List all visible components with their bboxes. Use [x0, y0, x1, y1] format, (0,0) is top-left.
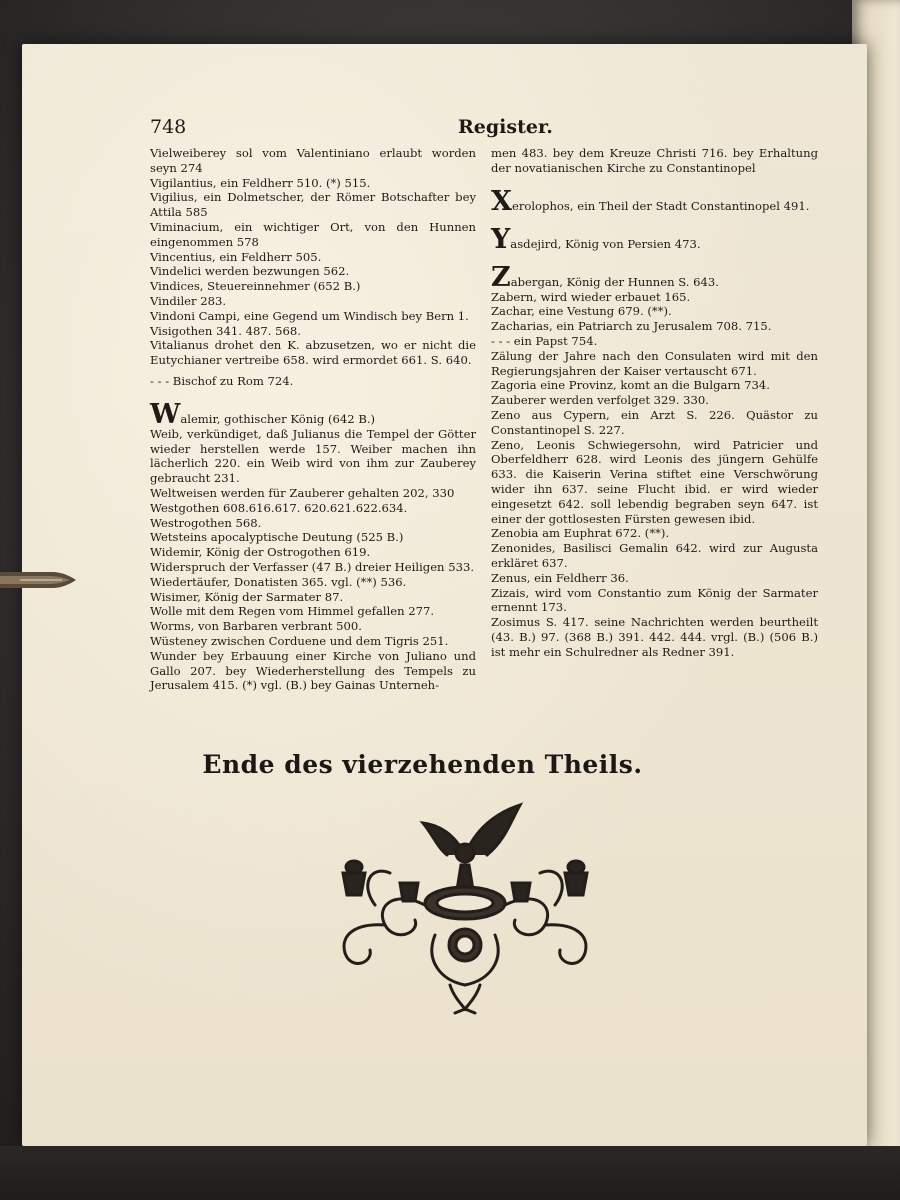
entry-text: abergan, König der Hunnen S. 643.	[510, 274, 719, 289]
entry-text: Zosimus S. 417. seine Nachrichten werden beurtheilt (43. B.) 97. (368 B.) 391. 442. 444. vrgl. (B.) (506 B.) ist mehr ein Schulredner als Redner 391.	[491, 615, 818, 659]
index-entry	[491, 319, 818, 334]
index-entry	[150, 427, 476, 486]
index-entry	[150, 324, 476, 339]
entry-text: Vincentius, ein Feldherr 505.	[150, 249, 322, 264]
entry-text: Zizais, wird vom Constantio zum König der Sarmater ernennt 173.	[491, 585, 818, 615]
index-entry	[491, 586, 818, 616]
entry-text: Vielweiberey sol vom Valentiniano erlaubt worden seyn 274	[150, 146, 476, 175]
entry-text: Vindelici werden bezwungen 562.	[150, 264, 350, 279]
entry-text: Widerspruch der Verfasser (47 B.) dreier Heiligen 533.	[150, 559, 475, 574]
index-entry	[491, 615, 818, 659]
entry-text: Wunder bey Erbauung einer Kirche von Juliano und Gallo 207. bey Wiederherstellung des Tempels zu Jerusalem 415. (*) vgl. (B.) bey Gainas Unterneh-	[150, 648, 476, 693]
bookmark-tab	[0, 562, 80, 598]
index-entry	[491, 408, 818, 438]
index-column-left	[150, 146, 476, 693]
entry-text: Zenonides, Basilisci Gemalin 642. wird zur Augusta erkläret 637.	[491, 541, 818, 570]
section-initial: Y	[491, 223, 511, 255]
index-entry	[150, 545, 476, 560]
index-entry	[150, 374, 476, 389]
entry-text: Wiedertäufer, Donatisten 365. vgl. (**) 536.	[150, 574, 407, 589]
entry-text: Vitalianus drohet den K. abzusetzen, wo er nicht die Eutychianer vertreibe 658. wird ermordet 661. S. 640.	[150, 338, 476, 368]
entry-text: Widemir, König der Ostrogothen 619.	[150, 545, 371, 560]
entry-text: Weib, verkündiget, daß Julianus die Tempel der Götter wieder herstellen werde 157. Weiber machen ihn lächerlich 220. ein Weib wird von ihm zur Zauberey gebraucht 231.	[150, 426, 476, 486]
entry-text: Zabern, wird wieder erbauet 165.	[491, 289, 691, 304]
entry-text: Zagoria eine Provinz, komt an die Bulgarn 734.	[491, 378, 770, 393]
entry-text: Worms, von Barbaren verbrant 500.	[150, 619, 362, 634]
index-entry	[150, 190, 476, 220]
index-entry	[491, 526, 818, 541]
section-initial: X	[491, 185, 512, 217]
index-entry	[150, 176, 476, 191]
index-entry	[491, 438, 818, 527]
index-entry	[150, 575, 476, 590]
index-entry	[491, 334, 818, 349]
entry-text: Weltweisen werden für Zauberer gehalten 202, 330	[150, 485, 455, 500]
index-entry	[150, 486, 476, 501]
entry-text: Wisimer, König der Sarmater 87.	[150, 589, 344, 604]
index-entry	[150, 309, 476, 324]
entry-text: Westrogothen 568.	[150, 515, 262, 530]
entry-text: asdejird, König von Persien 473.	[510, 236, 701, 251]
entry-text: Zachar, eine Vestung 679. (**).	[491, 304, 672, 319]
entry-text: erolophos, ein Theil der Stadt Constantinopel 491.	[511, 198, 810, 213]
index-entry	[491, 378, 818, 393]
section-initial: Z	[491, 261, 511, 293]
entry-text: Viminacium, ein wichtiger Ort, von den Hunnen eingenommen 578	[150, 219, 476, 249]
entry-text: Westgothen 608.616.617. 620.621.622.634.	[150, 500, 408, 515]
entry-text: Zauberer werden verfolget 329. 330.	[491, 393, 709, 408]
eagle-ornament-icon	[315, 795, 615, 1015]
entry-text: Wetsteins apocalyptische Deutung (525 B.)	[150, 530, 404, 545]
index-entry	[491, 349, 818, 379]
entry-text: Zälung der Jahre nach den Consulaten wird mit den Regierungsjahren der Kaiser vertauscht 671.	[491, 348, 818, 378]
index-entry	[150, 279, 476, 294]
index-entry	[491, 571, 818, 586]
entry-text: men 483. bey dem Kreuze Christi 716. bey Erhaltung der novatianischen Kirche zu Constantinopel	[491, 146, 818, 175]
index-entry	[150, 398, 476, 430]
entry-text: Zenobia am Euphrat 672. (**).	[491, 526, 670, 541]
index-entry	[150, 264, 476, 279]
running-header	[150, 116, 820, 146]
entry-text: Wolle mit dem Regen vom Himmel gefallen 277.	[150, 604, 435, 619]
entry-text: Wüsteney zwischen Corduene und dem Tigris 251.	[150, 633, 449, 648]
index-entry	[491, 146, 818, 176]
index-entry	[150, 590, 476, 605]
page-number: 748	[150, 116, 187, 138]
entry-text: Vindiler 283.	[150, 293, 227, 308]
index-entry	[491, 290, 818, 305]
entry-text: Zenus, ein Feldherr 36.	[491, 570, 629, 585]
entry-text: Vindices, Steuereinnehmer (652 B.)	[150, 279, 361, 294]
index-entry	[150, 530, 476, 545]
entry-text: Visigothen 341. 487. 568.	[150, 323, 301, 338]
index-entry	[150, 294, 476, 309]
index-entry	[491, 261, 818, 293]
entry-text: Zacharias, ein Patriarch zu Jerusalem 708. 715.	[491, 319, 772, 334]
index-entry	[150, 619, 476, 634]
entry-text: Zeno aus Cypern, ein Arzt S. 226. Quästor zu Constantinopel S. 227.	[491, 407, 818, 437]
entry-text: Zeno, Leonis Schwiegersohn, wird Patricier und Oberfeldherr 628. wird Leonis des jüngern Gehülfe 633. die Kaiserin Verina stiftet eine Verschwörung wider ihn 637. seine Flucht ibid. er wird wieder eingesetzt 642. soll lebendig begraben seyn 647. ist einer der gottlosesten Fürsten gewesen ibid.	[491, 437, 818, 526]
entry-text: ‑ ‑ ‑ Bischof zu Rom 724.	[150, 373, 294, 388]
table-bottom	[0, 1146, 900, 1200]
index-entry	[150, 634, 476, 649]
index-entry	[491, 393, 818, 408]
index-entry	[150, 338, 476, 368]
entry-text: alemir, gothischer König (642 B.)	[180, 411, 376, 426]
index-column-right	[491, 146, 818, 660]
index-entry	[150, 649, 476, 693]
index-entry	[150, 501, 476, 516]
index-entry	[491, 223, 818, 255]
index-entry	[491, 185, 818, 217]
index-entry	[150, 220, 476, 250]
entry-text: Vigilantius, ein Feldherr 510. (*) 515.	[150, 175, 371, 190]
index-entry	[150, 560, 476, 575]
entry-text: Vigilius, ein Dolmetscher, der Römer Botschafter bey Attila 585	[150, 190, 476, 220]
section-initial: W	[150, 398, 181, 430]
index-entry	[150, 604, 476, 619]
index-entry	[150, 146, 476, 176]
running-title: Register.	[458, 116, 553, 138]
index-entry	[150, 516, 476, 531]
index-entry	[150, 250, 476, 265]
entry-text: Vindoni Campi, eine Gegend um Windisch bey Bern 1.	[150, 308, 469, 323]
index-entry	[491, 304, 818, 319]
closing-line: Ende des vierzehenden Theils.	[202, 750, 643, 779]
index-entry	[491, 541, 818, 571]
entry-text: ‑ ‑ ‑ ein Papst 754.	[491, 333, 598, 348]
